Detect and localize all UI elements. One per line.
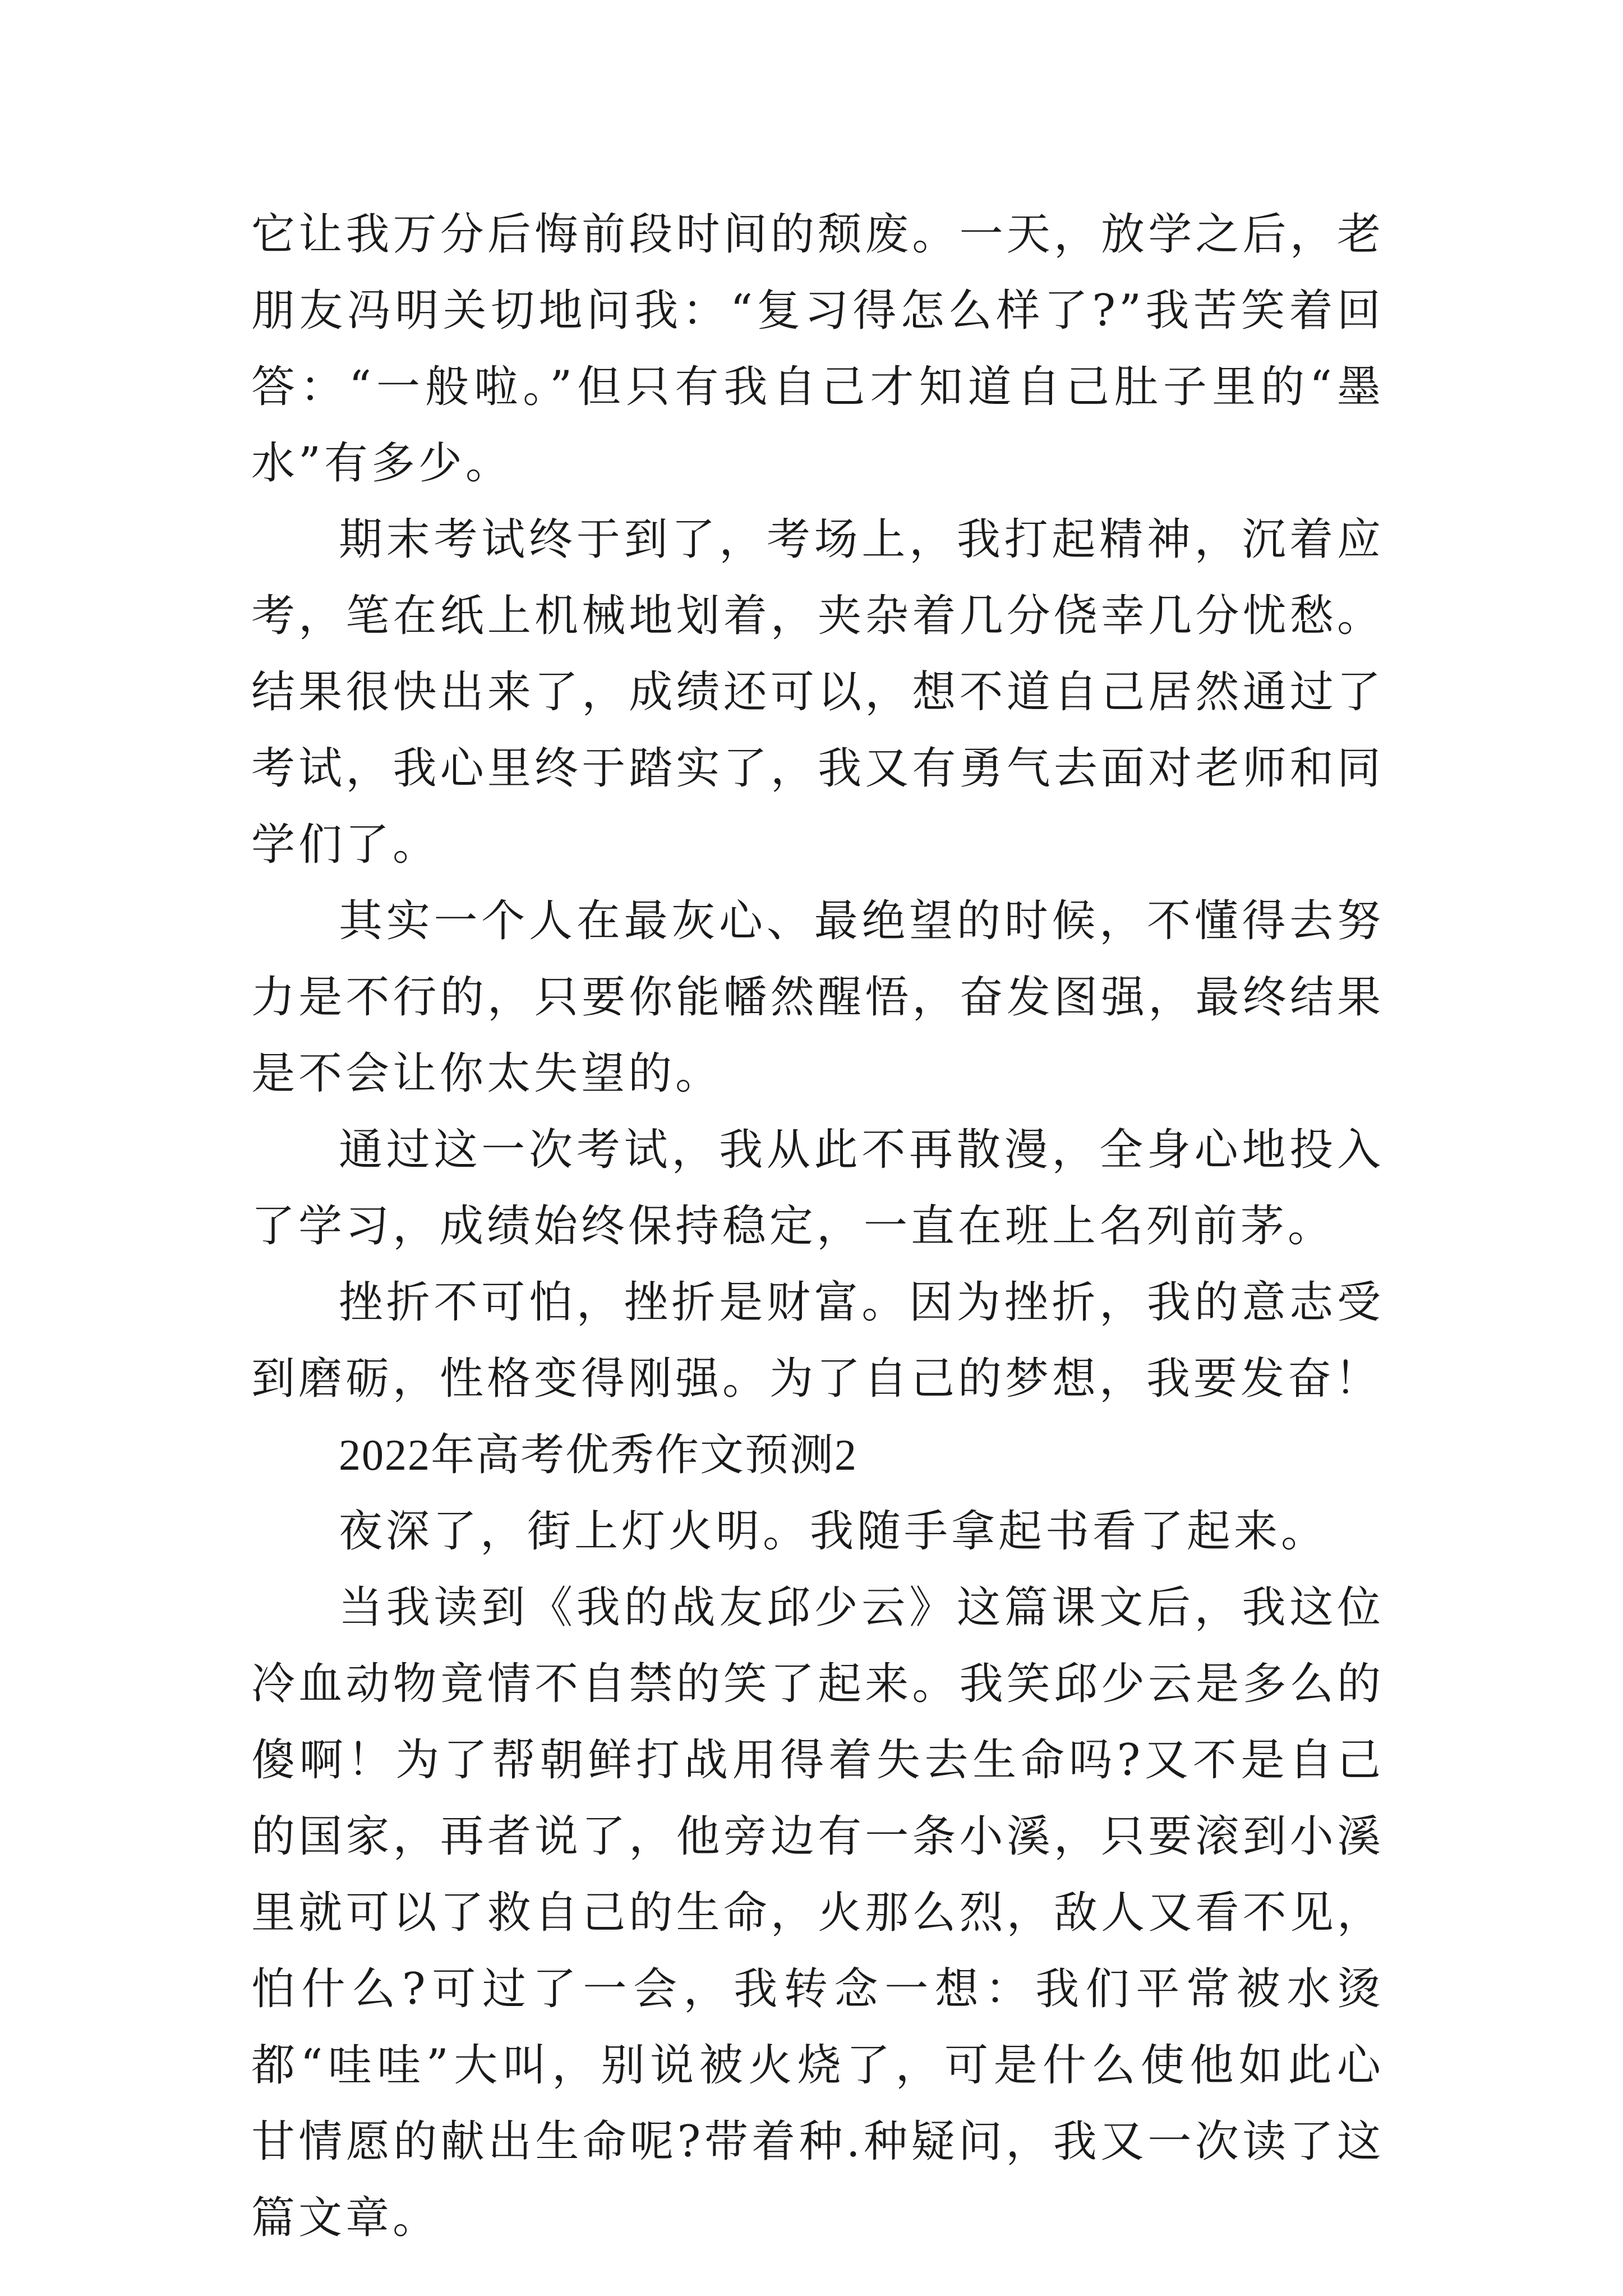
section-title: 2022年高考优秀作文预测2: [339, 1430, 858, 1479]
paragraph-5: 挫折不可怕，挫折是财富。因为挫折，我的意志受到磨砺，性格变得刚强。为了自己的梦想，我要发奋！: [251, 1277, 1384, 1404]
paragraph-1: 它让我万分后悔前段时间的颓废。一天，放学之后，老朋友冯明关切地问我：“复习得怎么样了?”我苦笑着回答：“一般啦。”但只有我自己才知道自己肚子里的“墨水”有多少。: [251, 209, 1384, 489]
paragraph-6: 夜深了，街上灯火明。我随手拿起书看了起来。: [339, 1506, 1329, 1557]
paragraph-4: 通过这一次考试，我从此不再散漫，全身心地投入了学习，成绩始终保持稳定，一直在班上名列前茅。: [251, 1125, 1384, 1251]
article-body: [251, 196, 1384, 2256]
paragraph-7: 当我读到《我的战友邱少云》这篇课文后，我这位冷血动物竟情不自禁的笑了起来。我笑邱少云是多么的傻啊！为了帮朝鲜打战用得着失去生命吗?又不是自己的国家，再者说了，他旁边有一条小溪，只要滚到小溪里就可以了救自己的生命，火那么烈，敌人又看不见，怕什么?可过了一会，我转念一想：我们平常被水烫都“哇哇”大叫，别说被火烧了，可是什么使他如此心甘情愿的献出生命呢?带着种.种疑问，我又一次读了这篇文章。: [251, 1582, 1384, 2243]
paragraph-2: 期末考试终于到了，考场上，我打起精神，沉着应考，笔在纸上机械地划着，夹杂着几分侥幸几分忧愁。结果很快出来了，成绩还可以，想不道自己居然通过了考试，我心里终于踏实了，我又有勇气去面对老师和同学们了。: [251, 514, 1384, 870]
paragraph-3: 其实一个人在最灰心、最绝望的时候，不懂得去努力是不行的，只要你能幡然醒悟，奋发图强，最终结果是不会让你太失望的。: [251, 896, 1384, 1099]
